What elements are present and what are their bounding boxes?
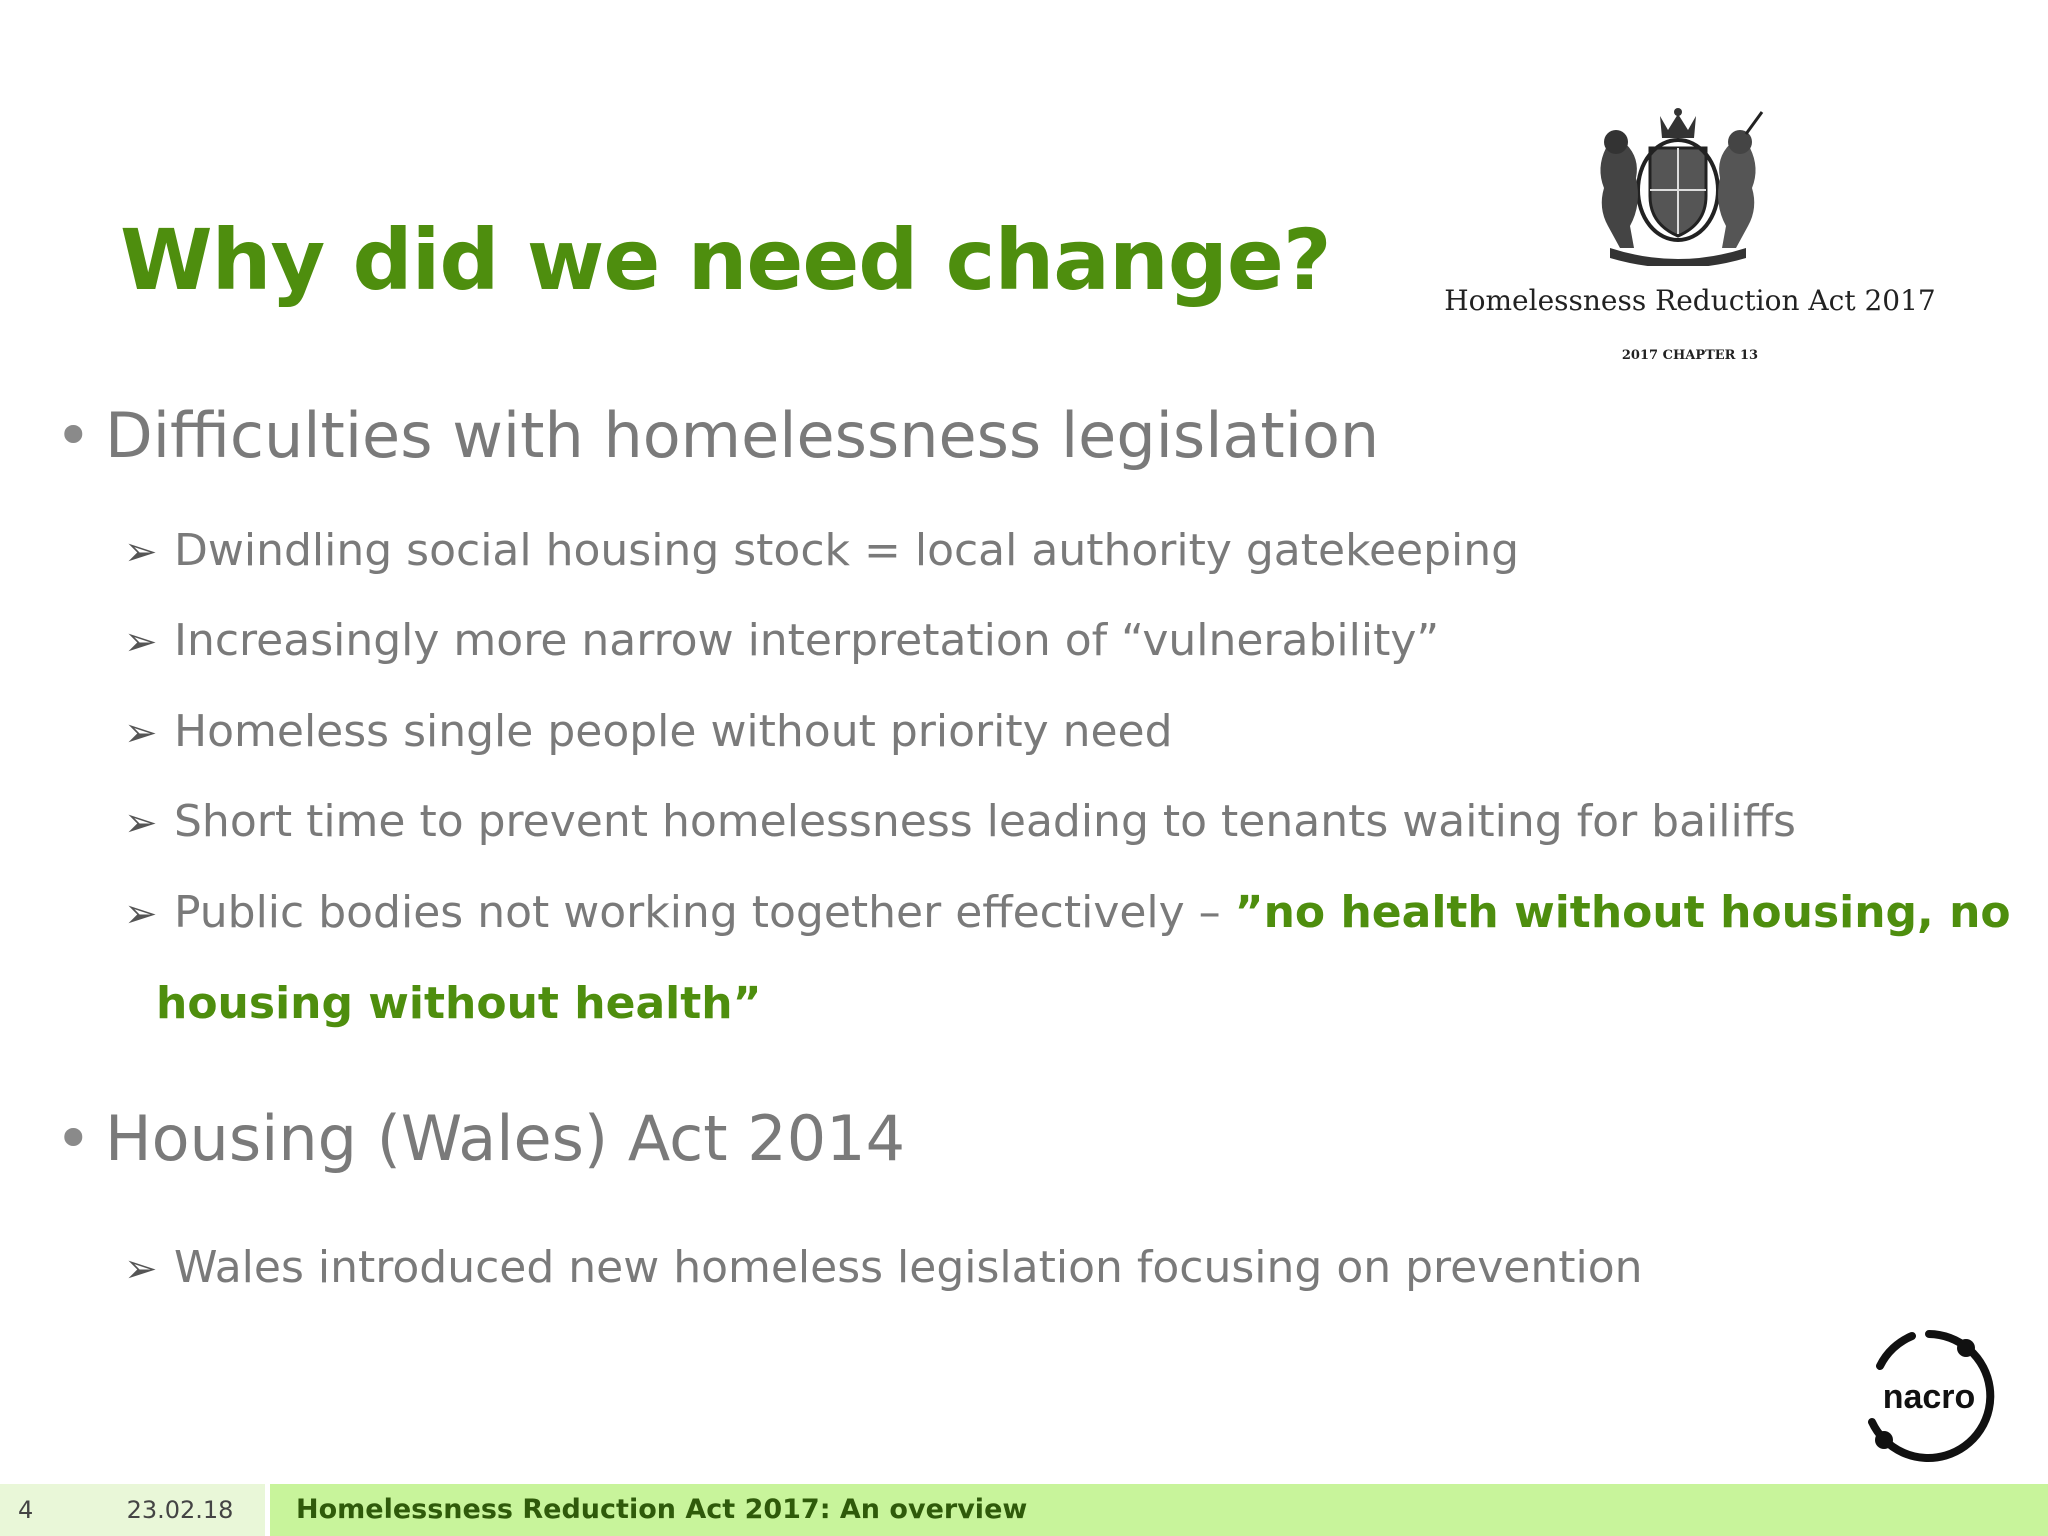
nacro-logo [1854,1322,2004,1472]
slide-title: Why did we need change? [120,211,1331,309]
round-bullet-icon: • [55,399,92,472]
footer [0,1484,2048,1536]
footer-date: 23.02.18 [95,1484,265,1536]
sub-bullet-priority-need: ➢ Homeless single people without priority need [124,706,1173,757]
royal-coat-of-arms-icon [1590,108,1766,266]
sub-bullet-public-bodies: ➢ Public bodies not working together effectively – ”no health without housing, no [124,887,2011,938]
arrowhead-bullet-icon: ➢ [124,710,158,756]
arrowhead-bullet-icon: ➢ [124,1246,158,1292]
sub-bullet-vulnerability: ➢ Increasingly more narrow interpretation of “vulnerability” [124,615,1440,666]
act-title: Homelessness Reduction Act 2017 [1444,284,1936,317]
sub-bullet-bailiffs: ➢ Short time to prevent homelessness leading to tenants waiting for bailiffs [124,796,1796,847]
quote-highlight-continued: housing without health” [156,978,762,1029]
sub-bullet-stock: ➢ Dwindling social housing stock = local authority gatekeeping [124,525,1520,576]
slide-number: 4 [0,1484,95,1536]
arrowhead-bullet-icon: ➢ [124,619,158,665]
act-chapter: 2017 CHAPTER 13 [1621,348,1759,363]
arrowhead-bullet-icon: ➢ [124,891,158,937]
bullet-wales-act: • Housing (Wales) Act 2014 [55,1102,906,1175]
arrowhead-bullet-icon: ➢ [124,529,158,575]
sub-bullet-wales-prevention: ➢ Wales introduced new homeless legislation focusing on prevention [124,1242,1643,1293]
arrowhead-bullet-icon: ➢ [124,800,158,846]
quote-highlight: ”no health without housing, no [1234,887,2011,938]
act-header [1420,108,1960,378]
nacro-logo-text: nacro [1882,1378,1976,1416]
footer-title: Homelessness Reduction Act 2017: An overview [270,1484,2048,1536]
bullet-difficulties: • Difficulties with homelessness legislation [55,399,1380,472]
round-bullet-icon: • [55,1102,92,1175]
